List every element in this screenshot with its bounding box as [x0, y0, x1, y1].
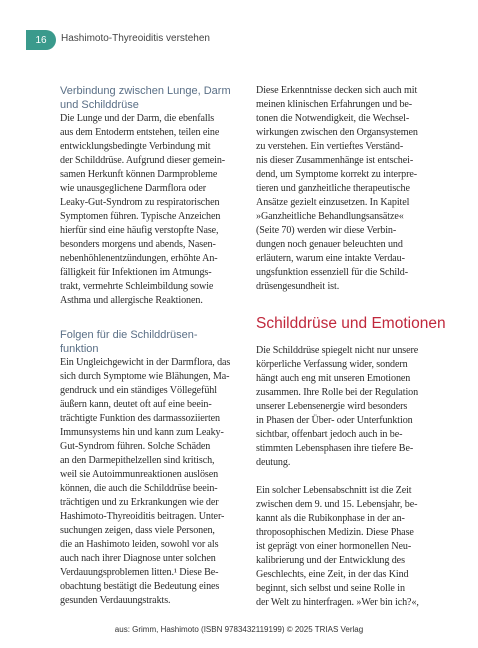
section-title-thyroid-emotions: Schilddrüse und Emotionen — [256, 315, 446, 332]
paragraph-insights: Diese Erkenntnisse decken sich auch mit meinen klinischen Erfahrungen und be- tonen die Notwendigkeit, die Wechsel- wirkungen zwischen den Organsystemen zu verstehen. Ein vertieftes Verständ- nis dieser Zusammenhänge ist entschei- dend, um Symptome korrekt zu interpre- tieren und ganzheitliche therapeutische Ansätze gezielt einzusetzen. In Kapitel »Ganzheitliche Behandlungsansätze« (Seite 70) werden wir diese Verbin- dungen noch genauer beleuchten und erläutern, warum eine intakte Verdau- ungsfunktion essenziell für die Schild- drüsengesundheit ist. — [256, 85, 418, 292]
left-column — [60, 84, 250, 308]
right-column-section — [256, 314, 446, 610]
paragraph-thyroid-emotions: Die Schilddrüse spiegelt nicht nur unsere körperliche Verfassung wider, sondern hängt auch eng mit unseren Emotionen zusammen. Ihre Rolle bei der Regulation unserer Lebensenergie wird besonders in Phasen der Über- oder Unterfunktion sichtbar, offenbart jedoch auch in be- stimmten Lebensphasen ihre tiefere Be- deutung. — [256, 345, 419, 468]
page-number-badge — [26, 30, 56, 50]
left-column-section2 — [60, 328, 250, 608]
subheading-lung-gut-thyroid: Verbindung zwischen Lunge, Darm und Schilddrüse — [60, 85, 231, 111]
footer-citation: aus: Grimm, Hashimoto (ISBN 9783432119199) © 2025 TRIAS Verlag — [114, 625, 364, 634]
paragraph-lung-gut-thyroid: Die Lunge und der Darm, die ebenfalls aus dem Entoderm entstehen, teilen eine entwicklungsbedingte Verbindung mit der Schilddrüse. Aufgrund dieser gemein- samen Herkunft können Darmprobleme wie unausgeglichene Darmflora oder Leaky-Gut-Syndrom zu respiratorischen Symptomen führen. Typische Anzeichen hierfür sind eine häufig verstopfte Nase, besonders morgens und abends, Nasen- nebenhöhlenentzündungen, erhöhte An- fälligkeit für Infektionen im Atmungs- trakt, vermehrte Schleimbildung sowie Asthma und allergische Reaktionen. — [60, 113, 226, 306]
paragraph-thyroid-consequences: Ein Ungleichgewicht in der Darmflora, das sich durch Symptome wie Blähungen, Ma- gendruck und ein ständiges Völlegefühl äußern kann, deutet oft auf eine beein- trächtigte Funktion des darmassoziierten Immunsystems hin und kann zum Leaky- Gut-Syndrom führen. Solche Schäden an den Darmepithelzellen sind kritisch, weil sie Autoimmunreaktionen auslösen können, die auch die Schilddrüse beein- trächtigen und zu Erkrankungen wie der Hashimoto-Thyreoiditis beitragen. Unter- suchungen zeigen, dass viele Personen, die an Hashimoto leiden, sowohl vor als auch nach ihrer Diagnose unter solchen Verdauungsproblemen litten.¹ Diese Be- obachtung bestätigt die Bedeutung eines gesunden Verdauungstrakts. — [60, 357, 231, 606]
right-column — [256, 84, 446, 294]
paragraph-rubicon-phase: Ein solcher Lebensabschnitt ist die Zeit zwischen dem 9. und 15. Lebensjahr, be- kannt als die Rubikonphase in der an- throposophischen Medizin. Diese Phase ist geprägt von einer hormonellen Neu- kalibrierung und der Entwicklung des Geschlechts, eine Zeit, in der das Kind beginnt, sich selbst und seine Rolle in der Welt zu hinterfragen. »Wer bin ich?«, — [256, 485, 419, 608]
page-number: 16 — [35, 34, 47, 46]
subheading-thyroid-consequences: Folgen für die Schilddrüsen- funktion — [60, 329, 198, 355]
running-title: Hashimoto-Thyreoiditis verstehen — [61, 33, 210, 44]
